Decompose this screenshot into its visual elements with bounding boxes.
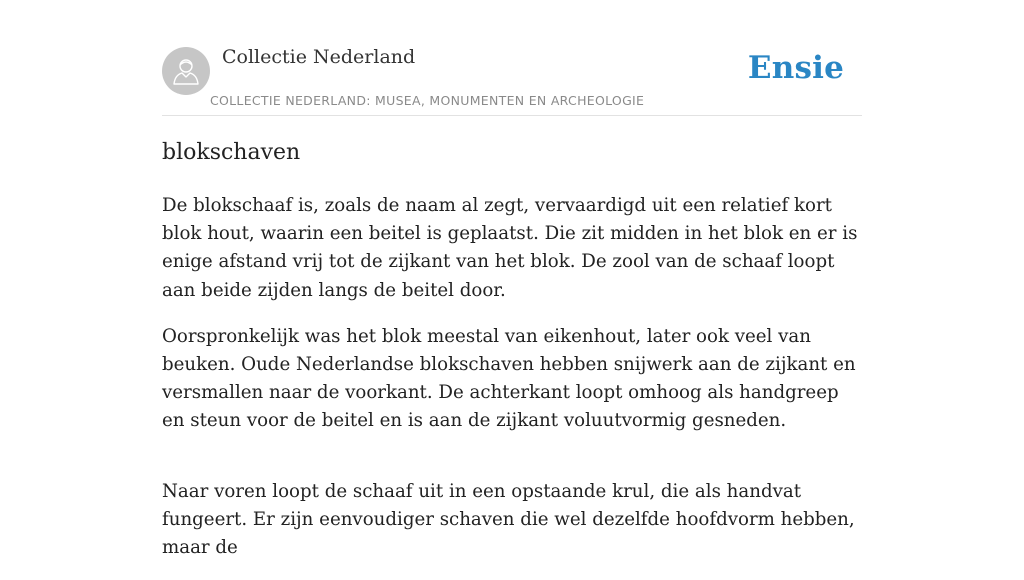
article-paragraph: Oorspronkelijk was het blok meestal van eikenhout, later ook veel van beuken. Oude Nederlandse blokschaven hebben snijwerk aan de zijkant en versmallen naar de voorkant. De achterkant loopt omhoog als handgreep en steun voor de beitel en is aan de zijkant voluutvormig gesneden. [162,325,856,432]
source-header [162,0,862,116]
article-body [162,192,862,580]
article-paragraph: De blokschaaf is, zoals de naam al zegt, vervaardigd uit een relatief kort blok hout, waarin een beitel is geplaatst. Die zit midden in het blok en er is enige afstand vrij tot de zijkant van het blok. De zool van de schaaf loopt aan beide zijden langs de beitel door. [162,195,858,301]
avatar[interactable] [162,47,210,95]
source-description: COLLECTIE NEDERLAND: MUSEA, MONUMENTEN EN ARCHEOLOGIE [210,93,645,108]
ensie-logo[interactable]: Ensie [747,50,844,86]
article-paragraph: Naar voren loopt de schaaf uit in een opstaande krul, die als handvat fungeert. Er zijn eenvoudiger schaven die wel dezelfde hoofdvorm hebben, maar de [162,480,855,559]
source-name-link[interactable]: Collectie Nederland [222,46,416,68]
user-icon [171,56,201,86]
page-container [162,0,862,559]
article-title: blokschaven [162,140,301,165]
